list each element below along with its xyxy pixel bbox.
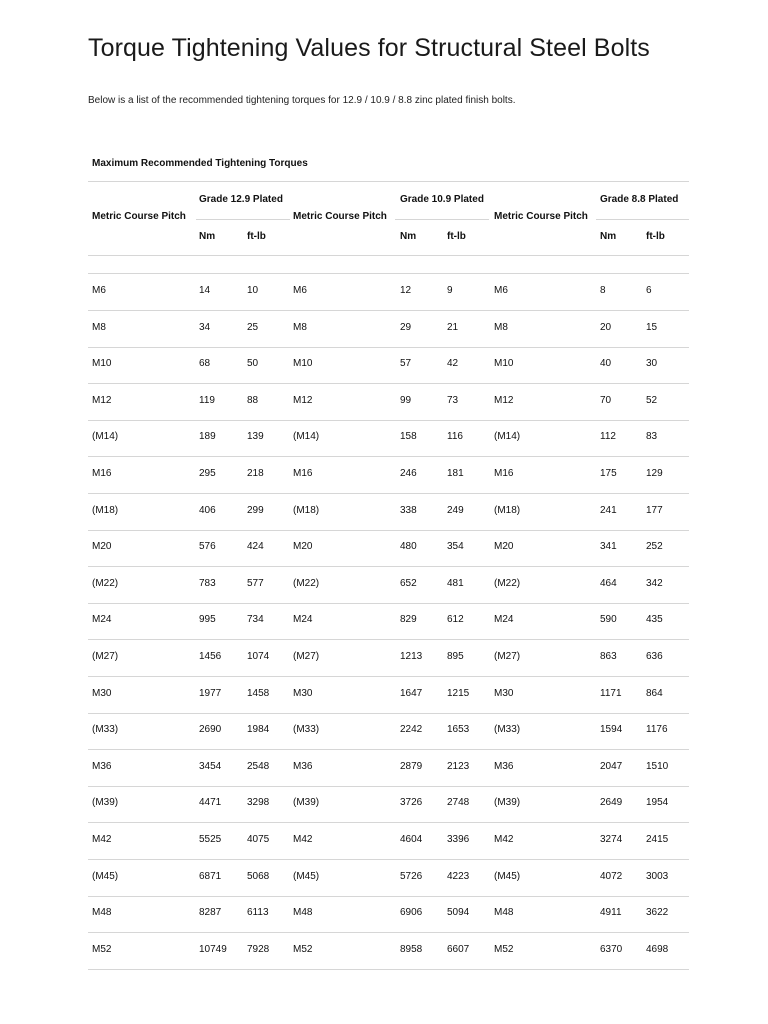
torque-nm-cell: 480 (400, 541, 417, 552)
torque-ftlb-cell: 249 (447, 505, 464, 516)
table-row-rule (88, 456, 689, 457)
bolt-size-cell: M52 (293, 944, 313, 955)
table-row-rule (88, 530, 689, 531)
torque-nm-cell: 590 (600, 614, 617, 625)
torque-nm-cell: 189 (199, 431, 216, 442)
table-row-rule (88, 859, 689, 860)
torque-ftlb-cell: 52 (646, 395, 658, 406)
grade-header-rule (596, 219, 689, 220)
bolt-size-cell: (M45) (293, 871, 320, 882)
torque-ftlb-cell: 636 (646, 651, 663, 662)
torque-nm-cell: 158 (400, 431, 417, 442)
torque-nm-cell: 829 (400, 614, 417, 625)
torque-ftlb-cell: 116 (447, 431, 463, 442)
torque-ftlb-cell: 2548 (247, 761, 270, 772)
bolt-size-cell: M24 (293, 614, 313, 625)
bolt-size-cell: M48 (293, 907, 313, 918)
table-header-top-rule (88, 181, 689, 182)
unit-ftlb-header: ft-lb (646, 231, 665, 242)
table-body-top-rule (88, 273, 689, 274)
pitch-header: Metric Course Pitch (494, 211, 588, 222)
torque-nm-cell: 406 (199, 505, 216, 516)
table-row-rule (88, 566, 689, 567)
table-header-rule (88, 255, 689, 256)
torque-nm-cell: 338 (400, 505, 417, 516)
torque-nm-cell: 2649 (600, 797, 623, 808)
bolt-size-cell: M48 (494, 907, 514, 918)
torque-nm-cell: 2047 (600, 761, 623, 772)
grade-header: Grade 8.8 Plated (600, 194, 679, 205)
page-title: Torque Tightening Values for Structural Steel Bolts (88, 34, 650, 62)
bolt-size-cell: M16 (92, 468, 112, 479)
torque-nm-cell: 4471 (199, 797, 222, 808)
torque-nm-cell: 295 (199, 468, 216, 479)
bolt-size-cell: (M39) (293, 797, 320, 808)
table-row-rule (88, 347, 689, 348)
bolt-size-cell: M10 (92, 358, 112, 369)
torque-ftlb-cell: 895 (447, 651, 464, 662)
torque-ftlb-cell: 30 (646, 358, 658, 369)
torque-nm-cell: 241 (600, 505, 617, 516)
torque-nm-cell: 1171 (600, 688, 622, 699)
bolt-size-cell: M24 (92, 614, 112, 625)
torque-ftlb-cell: 612 (447, 614, 464, 625)
bolt-size-cell: M6 (92, 285, 106, 296)
torque-ftlb-cell: 139 (247, 431, 264, 442)
bolt-size-cell: M12 (92, 395, 112, 406)
bolt-size-cell: M52 (92, 944, 112, 955)
bolt-size-cell: M16 (494, 468, 514, 479)
torque-ftlb-cell: 2748 (447, 797, 470, 808)
table-row-rule (88, 822, 689, 823)
torque-nm-cell: 6906 (400, 907, 423, 918)
table-row-rule (88, 969, 689, 970)
torque-ftlb-cell: 2415 (646, 834, 669, 845)
torque-ftlb-cell: 1215 (447, 688, 470, 699)
bolt-size-cell: (M18) (92, 505, 119, 516)
torque-nm-cell: 1594 (600, 724, 623, 735)
bolt-size-cell: M42 (92, 834, 112, 845)
torque-ftlb-cell: 73 (447, 395, 459, 406)
grade-header: Grade 10.9 Plated (400, 194, 484, 205)
table-row-rule (88, 310, 689, 311)
grade-header: Grade 12.9 Plated (199, 194, 283, 205)
torque-ftlb-cell: 15 (646, 322, 658, 333)
torque-ftlb-cell: 9 (447, 285, 453, 296)
bolt-size-cell: M16 (293, 468, 313, 479)
torque-nm-cell: 12 (400, 285, 412, 296)
torque-nm-cell: 20 (600, 322, 612, 333)
torque-ftlb-cell: 864 (646, 688, 663, 699)
torque-ftlb-cell: 4223 (447, 871, 470, 882)
unit-ftlb-header: ft-lb (247, 231, 266, 242)
torque-ftlb-cell: 435 (646, 614, 663, 625)
table-row-rule (88, 383, 689, 384)
torque-nm-cell: 3454 (199, 761, 222, 772)
bolt-size-cell: M8 (92, 322, 106, 333)
bolt-size-cell: (M33) (494, 724, 521, 735)
torque-nm-cell: 14 (199, 285, 211, 296)
torque-nm-cell: 8 (600, 285, 606, 296)
bolt-size-cell: M8 (293, 322, 307, 333)
torque-ftlb-cell: 4075 (247, 834, 270, 845)
table-row-rule (88, 420, 689, 421)
torque-nm-cell: 995 (199, 614, 216, 625)
torque-ftlb-cell: 3298 (247, 797, 270, 808)
torque-nm-cell: 2242 (400, 724, 423, 735)
bolt-size-cell: (M14) (494, 431, 521, 442)
torque-ftlb-cell: 42 (447, 358, 459, 369)
table-row-rule (88, 493, 689, 494)
torque-nm-cell: 5525 (199, 834, 222, 845)
bolt-size-cell: (M33) (293, 724, 320, 735)
torque-ftlb-cell: 10 (247, 285, 259, 296)
bolt-size-cell: M20 (92, 541, 112, 552)
torque-ftlb-cell: 6 (646, 285, 652, 296)
bolt-size-cell: M20 (293, 541, 313, 552)
torque-nm-cell: 3726 (400, 797, 423, 808)
torque-nm-cell: 40 (600, 358, 612, 369)
torque-ftlb-cell: 481 (447, 578, 464, 589)
table-row-rule (88, 676, 689, 677)
torque-ftlb-cell: 21 (447, 322, 459, 333)
torque-ftlb-cell: 5068 (247, 871, 270, 882)
bolt-size-cell: (M22) (494, 578, 521, 589)
torque-nm-cell: 863 (600, 651, 617, 662)
torque-ftlb-cell: 299 (247, 505, 264, 516)
torque-ftlb-cell: 1653 (447, 724, 470, 735)
torque-ftlb-cell: 1954 (646, 797, 669, 808)
torque-nm-cell: 10749 (199, 944, 227, 955)
bolt-size-cell: (M22) (92, 578, 119, 589)
torque-nm-cell: 652 (400, 578, 417, 589)
bolt-size-cell: (M39) (92, 797, 119, 808)
unit-nm-header: Nm (199, 231, 216, 242)
torque-ftlb-cell: 129 (646, 468, 663, 479)
torque-ftlb-cell: 6113 (247, 907, 269, 918)
bolt-size-cell: M48 (92, 907, 112, 918)
bolt-size-cell: (M18) (293, 505, 320, 516)
torque-ftlb-cell: 3003 (646, 871, 669, 882)
torque-ftlb-cell: 6607 (447, 944, 470, 955)
bolt-size-cell: M12 (494, 395, 514, 406)
torque-ftlb-cell: 734 (247, 614, 264, 625)
torque-nm-cell: 2879 (400, 761, 423, 772)
torque-nm-cell: 1456 (199, 651, 222, 662)
torque-ftlb-cell: 1984 (247, 724, 270, 735)
bolt-size-cell: (M39) (494, 797, 521, 808)
torque-nm-cell: 783 (199, 578, 216, 589)
torque-nm-cell: 119 (199, 395, 215, 406)
torque-nm-cell: 34 (199, 322, 211, 333)
bolt-size-cell: M6 (293, 285, 307, 296)
torque-ftlb-cell: 88 (247, 395, 259, 406)
bolt-size-cell: (M18) (494, 505, 521, 516)
bolt-size-cell: (M27) (293, 651, 320, 662)
torque-ftlb-cell: 25 (247, 322, 259, 333)
torque-ftlb-cell: 50 (247, 358, 259, 369)
bolt-size-cell: M20 (494, 541, 514, 552)
torque-nm-cell: 5726 (400, 871, 423, 882)
torque-ftlb-cell: 3622 (646, 907, 669, 918)
torque-nm-cell: 3274 (600, 834, 623, 845)
table-caption: Maximum Recommended Tightening Torques (92, 158, 308, 169)
table-row-rule (88, 639, 689, 640)
torque-ftlb-cell: 7928 (247, 944, 270, 955)
torque-nm-cell: 576 (199, 541, 216, 552)
torque-ftlb-cell: 218 (247, 468, 264, 479)
bolt-size-cell: M10 (494, 358, 514, 369)
torque-ftlb-cell: 252 (646, 541, 663, 552)
torque-nm-cell: 1977 (199, 688, 222, 699)
unit-nm-header: Nm (400, 231, 417, 242)
torque-nm-cell: 4604 (400, 834, 423, 845)
bolt-size-cell: M24 (494, 614, 514, 625)
torque-nm-cell: 4911 (600, 907, 622, 918)
torque-nm-cell: 341 (600, 541, 617, 552)
table-row-rule (88, 896, 689, 897)
bolt-size-cell: M42 (293, 834, 313, 845)
pitch-header: Metric Course Pitch (92, 211, 186, 222)
bolt-size-cell: (M45) (92, 871, 119, 882)
torque-nm-cell: 6871 (199, 871, 222, 882)
grade-header-rule (395, 219, 489, 220)
torque-nm-cell: 1647 (400, 688, 423, 699)
bolt-size-cell: M30 (494, 688, 514, 699)
bolt-size-cell: M30 (293, 688, 313, 699)
bolt-size-cell: M36 (92, 761, 112, 772)
unit-nm-header: Nm (600, 231, 617, 242)
torque-ftlb-cell: 181 (447, 468, 464, 479)
torque-ftlb-cell: 177 (646, 505, 663, 516)
bolt-size-cell: (M22) (293, 578, 320, 589)
torque-ftlb-cell: 354 (447, 541, 464, 552)
bolt-size-cell: (M33) (92, 724, 119, 735)
bolt-size-cell: M30 (92, 688, 112, 699)
table-row-rule (88, 786, 689, 787)
table-row-rule (88, 932, 689, 933)
bolt-size-cell: M10 (293, 358, 313, 369)
torque-ftlb-cell: 5094 (447, 907, 470, 918)
bolt-size-cell: M36 (293, 761, 313, 772)
grade-header-rule (196, 219, 290, 220)
bolt-size-cell: M12 (293, 395, 313, 406)
bolt-size-cell: (M45) (494, 871, 521, 882)
torque-nm-cell: 2690 (199, 724, 222, 735)
intro-text: Below is a list of the recommended tightening torques for 12.9 / 10.9 / 8.8 zinc plated finish bolts. (88, 95, 516, 106)
torque-ftlb-cell: 1074 (247, 651, 270, 662)
torque-ftlb-cell: 342 (646, 578, 663, 589)
torque-ftlb-cell: 1510 (646, 761, 669, 772)
torque-nm-cell: 68 (199, 358, 211, 369)
torque-nm-cell: 4072 (600, 871, 623, 882)
torque-ftlb-cell: 1176 (646, 724, 668, 735)
torque-ftlb-cell: 577 (247, 578, 264, 589)
bolt-size-cell: (M27) (92, 651, 119, 662)
torque-nm-cell: 57 (400, 358, 412, 369)
bolt-size-cell: M36 (494, 761, 514, 772)
torque-ftlb-cell: 424 (247, 541, 264, 552)
torque-ftlb-cell: 4698 (646, 944, 669, 955)
table-row-rule (88, 713, 689, 714)
unit-ftlb-header: ft-lb (447, 231, 466, 242)
bolt-size-cell: M6 (494, 285, 508, 296)
bolt-size-cell: M42 (494, 834, 514, 845)
bolt-size-cell: (M14) (92, 431, 119, 442)
torque-nm-cell: 1213 (400, 651, 423, 662)
torque-ftlb-cell: 83 (646, 431, 658, 442)
torque-nm-cell: 464 (600, 578, 617, 589)
torque-nm-cell: 175 (600, 468, 617, 479)
torque-ftlb-cell: 3396 (447, 834, 470, 845)
torque-nm-cell: 246 (400, 468, 417, 479)
torque-nm-cell: 29 (400, 322, 412, 333)
torque-ftlb-cell: 1458 (247, 688, 270, 699)
torque-nm-cell: 8287 (199, 907, 222, 918)
torque-ftlb-cell: 2123 (447, 761, 470, 772)
bolt-size-cell: (M14) (293, 431, 320, 442)
bolt-size-cell: M8 (494, 322, 508, 333)
torque-nm-cell: 8958 (400, 944, 423, 955)
bolt-size-cell: (M27) (494, 651, 521, 662)
torque-nm-cell: 6370 (600, 944, 623, 955)
torque-nm-cell: 70 (600, 395, 612, 406)
torque-nm-cell: 112 (600, 431, 616, 442)
torque-nm-cell: 99 (400, 395, 412, 406)
table-row-rule (88, 603, 689, 604)
bolt-size-cell: M52 (494, 944, 514, 955)
pitch-header: Metric Course Pitch (293, 211, 387, 222)
table-row-rule (88, 749, 689, 750)
